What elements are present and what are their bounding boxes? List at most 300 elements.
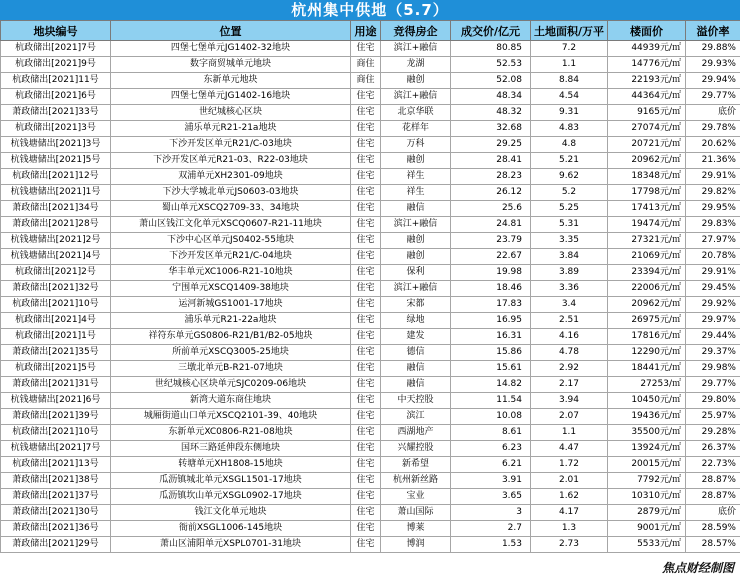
cell-premium: 29.83% <box>686 217 740 233</box>
header-usage: 用途 <box>351 21 381 41</box>
cell-location: 四堡七堡单元JG1402-16地块 <box>111 89 351 105</box>
cell-area: 1.72 <box>531 457 608 473</box>
table-row <box>1 537 740 553</box>
cell-usage: 住宅 <box>351 409 381 425</box>
cell-location: 双浦单元XH2301-09地块 <box>111 169 351 185</box>
cell-winner: 花样年 <box>381 121 451 137</box>
cell-price: 28.23 <box>451 169 531 185</box>
cell-area: 2.51 <box>531 313 608 329</box>
cell-area: 3.35 <box>531 233 608 249</box>
cell-area: 4.47 <box>531 441 608 457</box>
cell-price: 26.12 <box>451 185 531 201</box>
cell-plot-id: 萧政储出[2021]35号 <box>1 345 111 361</box>
cell-usage: 住宅 <box>351 233 381 249</box>
cell-winner: 滨江+融信 <box>381 217 451 233</box>
cell-floor-price: 9165元/㎡ <box>608 105 686 121</box>
cell-location: 下沙开发区单元R21-03、R22-03地块 <box>111 153 351 169</box>
cell-location: 蜀山单元XSCQ2709-33、34地块 <box>111 201 351 217</box>
cell-location: 下沙开发区单元R21/C-04地块 <box>111 249 351 265</box>
table-row <box>1 313 740 329</box>
table-row <box>1 345 740 361</box>
cell-location: 下沙大学城北单元JS0603-03地块 <box>111 185 351 201</box>
cell-price: 3 <box>451 505 531 521</box>
cell-price: 52.08 <box>451 73 531 89</box>
cell-premium: 29.45% <box>686 281 740 297</box>
cell-area: 5.21 <box>531 153 608 169</box>
cell-premium: 29.44% <box>686 329 740 345</box>
cell-usage: 住宅 <box>351 457 381 473</box>
cell-usage: 商住 <box>351 57 381 73</box>
cell-price: 3.91 <box>451 473 531 489</box>
cell-usage: 商住 <box>351 73 381 89</box>
cell-winner: 融创 <box>381 153 451 169</box>
table-row <box>1 329 740 345</box>
cell-location: 世纪城核心区块 <box>111 105 351 121</box>
table-row <box>1 121 740 137</box>
cell-winner: 融创 <box>381 73 451 89</box>
cell-usage: 住宅 <box>351 393 381 409</box>
cell-plot-id: 杭钱塘储出[2021]5号 <box>1 153 111 169</box>
cell-price: 15.61 <box>451 361 531 377</box>
cell-floor-price: 9001元/㎡ <box>608 521 686 537</box>
cell-area: 4.78 <box>531 345 608 361</box>
table-row <box>1 281 740 297</box>
cell-location: 下沙开发区单元R21/C-03地块 <box>111 137 351 153</box>
cell-premium: 28.87% <box>686 473 740 489</box>
cell-floor-price: 27321元/㎡ <box>608 233 686 249</box>
cell-price: 3.65 <box>451 489 531 505</box>
table-row <box>1 89 740 105</box>
cell-premium: 29.93% <box>686 57 740 73</box>
cell-plot-id: 萧政储出[2021]34号 <box>1 201 111 217</box>
cell-plot-id: 杭钱塘储出[2021]1号 <box>1 185 111 201</box>
cell-premium: 29.94% <box>686 73 740 89</box>
cell-usage: 住宅 <box>351 537 381 553</box>
cell-winner: 融创 <box>381 233 451 249</box>
cell-usage: 住宅 <box>351 377 381 393</box>
cell-plot-id: 杭钱塘储出[2021]4号 <box>1 249 111 265</box>
cell-usage: 住宅 <box>351 489 381 505</box>
cell-price: 16.95 <box>451 313 531 329</box>
cell-area: 1.62 <box>531 489 608 505</box>
cell-winner: 融信 <box>381 361 451 377</box>
cell-winner: 融创 <box>381 249 451 265</box>
cell-floor-price: 17798元/㎡ <box>608 185 686 201</box>
cell-price: 28.41 <box>451 153 531 169</box>
cell-usage: 住宅 <box>351 249 381 265</box>
cell-usage: 住宅 <box>351 185 381 201</box>
cell-area: 4.54 <box>531 89 608 105</box>
header-price: 成交价/亿元 <box>451 21 531 41</box>
cell-location: 所前单元XSCQ3005-25地块 <box>111 345 351 361</box>
cell-area: 3.36 <box>531 281 608 297</box>
cell-winner: 祥生 <box>381 185 451 201</box>
cell-usage: 住宅 <box>351 265 381 281</box>
cell-premium: 29.92% <box>686 297 740 313</box>
cell-plot-id: 萧政储出[2021]30号 <box>1 505 111 521</box>
cell-usage: 住宅 <box>351 313 381 329</box>
cell-area: 4.83 <box>531 121 608 137</box>
cell-price: 8.61 <box>451 425 531 441</box>
cell-floor-price: 13924元/㎡ <box>608 441 686 457</box>
cell-location: 城厢街道山口单元XSCQ2101-39、40地块 <box>111 409 351 425</box>
table-row <box>1 457 740 473</box>
cell-premium: 29.80% <box>686 393 740 409</box>
cell-plot-id: 杭钱塘储出[2021]2号 <box>1 233 111 249</box>
cell-usage: 住宅 <box>351 329 381 345</box>
cell-winner: 宝业 <box>381 489 451 505</box>
cell-usage: 住宅 <box>351 473 381 489</box>
cell-floor-price: 14776元/㎡ <box>608 57 686 73</box>
cell-plot-id: 杭政储出[2021]10号 <box>1 297 111 313</box>
cell-winner: 滨江+融信 <box>381 41 451 57</box>
cell-plot-id: 杭政储出[2021]11号 <box>1 73 111 89</box>
cell-plot-id: 杭政储出[2021]3号 <box>1 121 111 137</box>
table-row <box>1 505 740 521</box>
cell-floor-price: 22193元/㎡ <box>608 73 686 89</box>
cell-usage: 住宅 <box>351 169 381 185</box>
cell-winner: 杭州新丝路 <box>381 473 451 489</box>
cell-premium: 27.97% <box>686 233 740 249</box>
cell-floor-price: 17816元/㎡ <box>608 329 686 345</box>
cell-price: 52.53 <box>451 57 531 73</box>
cell-winner: 龙湖 <box>381 57 451 73</box>
cell-winner: 新希望 <box>381 457 451 473</box>
cell-winner: 博莱 <box>381 521 451 537</box>
cell-premium: 28.59% <box>686 521 740 537</box>
cell-winner: 兴耀控股 <box>381 441 451 457</box>
cell-location: 浦乐单元R21-22a地块 <box>111 313 351 329</box>
cell-price: 11.54 <box>451 393 531 409</box>
cell-price: 2.7 <box>451 521 531 537</box>
cell-floor-price: 26975元/㎡ <box>608 313 686 329</box>
cell-winner: 祥生 <box>381 169 451 185</box>
cell-location: 四堡七堡单元JG1402-32地块 <box>111 41 351 57</box>
cell-plot-id: 杭钱塘储出[2021]3号 <box>1 137 111 153</box>
cell-winner: 融信 <box>381 377 451 393</box>
table-row <box>1 361 740 377</box>
cell-area: 2.07 <box>531 409 608 425</box>
cell-premium: 29.91% <box>686 265 740 281</box>
header-plot-id: 地块编号 <box>1 21 111 41</box>
cell-price: 1.53 <box>451 537 531 553</box>
table-row <box>1 169 740 185</box>
cell-floor-price: 10450元/㎡ <box>608 393 686 409</box>
cell-floor-price: 20721元/㎡ <box>608 137 686 153</box>
cell-plot-id: 萧政储出[2021]36号 <box>1 521 111 537</box>
cell-premium: 25.97% <box>686 409 740 425</box>
cell-price: 22.67 <box>451 249 531 265</box>
header-floor-price: 楼面价 <box>608 21 686 41</box>
cell-floor-price: 17413元/㎡ <box>608 201 686 217</box>
cell-area: 9.62 <box>531 169 608 185</box>
cell-floor-price: 44364元/㎡ <box>608 89 686 105</box>
header-winner: 竞得房企 <box>381 21 451 41</box>
cell-location: 东新单元地块 <box>111 73 351 89</box>
cell-location: 运河新城GS1001-17地块 <box>111 297 351 313</box>
cell-location: 祥符东单元GS0806-R21/B1/B2-05地块 <box>111 329 351 345</box>
cell-price: 19.98 <box>451 265 531 281</box>
cell-winner: 建发 <box>381 329 451 345</box>
cell-area: 3.4 <box>531 297 608 313</box>
cell-area: 4.17 <box>531 505 608 521</box>
cell-area: 5.2 <box>531 185 608 201</box>
cell-area: 5.31 <box>531 217 608 233</box>
cell-winner: 萧山国际 <box>381 505 451 521</box>
cell-area: 5.25 <box>531 201 608 217</box>
cell-floor-price: 5533元/㎡ <box>608 537 686 553</box>
cell-plot-id: 杭政储出[2021]6号 <box>1 89 111 105</box>
cell-usage: 住宅 <box>351 361 381 377</box>
cell-winner: 北京华联 <box>381 105 451 121</box>
cell-location: 东新单元XC0806-R21-08地块 <box>111 425 351 441</box>
cell-price: 15.86 <box>451 345 531 361</box>
cell-floor-price: 10310元/㎡ <box>608 489 686 505</box>
cell-location: 转塘单元XH1808-15地块 <box>111 457 351 473</box>
table-row <box>1 393 740 409</box>
cell-plot-id: 杭政储出[2021]4号 <box>1 313 111 329</box>
cell-usage: 住宅 <box>351 105 381 121</box>
cell-usage: 住宅 <box>351 521 381 537</box>
cell-winner: 宋都 <box>381 297 451 313</box>
cell-usage: 住宅 <box>351 505 381 521</box>
cell-plot-id: 杭政储出[2021]2号 <box>1 265 111 281</box>
cell-floor-price: 12290元/㎡ <box>608 345 686 361</box>
cell-area: 7.2 <box>531 41 608 57</box>
cell-floor-price: 18348元/㎡ <box>608 169 686 185</box>
cell-plot-id: 萧政储出[2021]29号 <box>1 537 111 553</box>
cell-usage: 住宅 <box>351 345 381 361</box>
cell-usage: 住宅 <box>351 137 381 153</box>
table-row <box>1 185 740 201</box>
table-row <box>1 441 740 457</box>
cell-plot-id: 萧政储出[2021]37号 <box>1 489 111 505</box>
cell-area: 3.89 <box>531 265 608 281</box>
cell-winner: 滨江 <box>381 409 451 425</box>
table-row <box>1 521 740 537</box>
cell-area: 9.31 <box>531 105 608 121</box>
cell-premium: 29.91% <box>686 169 740 185</box>
cell-price: 16.31 <box>451 329 531 345</box>
cell-location: 瓜沥镇城北单元XSGL1501-17地块 <box>111 473 351 489</box>
cell-winner: 西湖地产 <box>381 425 451 441</box>
cell-premium: 29.95% <box>686 201 740 217</box>
cell-premium: 29.88% <box>686 41 740 57</box>
cell-premium: 29.78% <box>686 121 740 137</box>
cell-floor-price: 23394元/㎡ <box>608 265 686 281</box>
land-auction-table <box>0 20 740 553</box>
cell-winner: 融信 <box>381 201 451 217</box>
table-row <box>1 233 740 249</box>
cell-area: 1.3 <box>531 521 608 537</box>
cell-floor-price: 44939元/㎡ <box>608 41 686 57</box>
cell-plot-id: 萧政储出[2021]31号 <box>1 377 111 393</box>
cell-usage: 住宅 <box>351 297 381 313</box>
cell-premium: 29.37% <box>686 345 740 361</box>
cell-premium: 底价 <box>686 105 740 121</box>
cell-price: 23.79 <box>451 233 531 249</box>
cell-location: 三墩北单元B-R21-07地块 <box>111 361 351 377</box>
cell-premium: 29.77% <box>686 89 740 105</box>
cell-price: 17.83 <box>451 297 531 313</box>
cell-location: 浦乐单元R21-21a地块 <box>111 121 351 137</box>
cell-price: 29.25 <box>451 137 531 153</box>
cell-price: 25.6 <box>451 201 531 217</box>
cell-area: 2.17 <box>531 377 608 393</box>
cell-premium: 29.28% <box>686 425 740 441</box>
table-row <box>1 153 740 169</box>
cell-area: 4.8 <box>531 137 608 153</box>
cell-location: 衙前XSGL1006-145地块 <box>111 521 351 537</box>
cell-location: 钱江文化单元地块 <box>111 505 351 521</box>
cell-area: 1.1 <box>531 425 608 441</box>
cell-usage: 住宅 <box>351 425 381 441</box>
cell-premium: 29.82% <box>686 185 740 201</box>
cell-usage: 住宅 <box>351 217 381 233</box>
cell-premium: 28.57% <box>686 537 740 553</box>
cell-plot-id: 杭钱塘储出[2021]7号 <box>1 441 111 457</box>
cell-winner: 保利 <box>381 265 451 281</box>
cell-location: 数字商贸城单元地块 <box>111 57 351 73</box>
cell-winner: 中天控股 <box>381 393 451 409</box>
table-row <box>1 249 740 265</box>
cell-plot-id: 杭政储出[2021]1号 <box>1 329 111 345</box>
cell-floor-price: 19436元/㎡ <box>608 409 686 425</box>
cell-floor-price: 35500元/㎡ <box>608 425 686 441</box>
table-row <box>1 105 740 121</box>
cell-price: 6.23 <box>451 441 531 457</box>
cell-plot-id: 萧政储出[2021]33号 <box>1 105 111 121</box>
cell-location: 萧山区钱江文化单元XSCQ0607-R21-11地块 <box>111 217 351 233</box>
cell-usage: 住宅 <box>351 121 381 137</box>
cell-floor-price: 21069元/㎡ <box>608 249 686 265</box>
table-row <box>1 377 740 393</box>
cell-area: 3.94 <box>531 393 608 409</box>
cell-price: 48.32 <box>451 105 531 121</box>
cell-winner: 德信 <box>381 345 451 361</box>
table-row <box>1 201 740 217</box>
cell-floor-price: 19474元/㎡ <box>608 217 686 233</box>
cell-floor-price: 2879元/㎡ <box>608 505 686 521</box>
cell-plot-id: 杭政储出[2021]7号 <box>1 41 111 57</box>
cell-usage: 住宅 <box>351 153 381 169</box>
cell-location: 新湾大道东商住地块 <box>111 393 351 409</box>
cell-premium: 29.98% <box>686 361 740 377</box>
cell-premium: 20.78% <box>686 249 740 265</box>
cell-price: 14.82 <box>451 377 531 393</box>
cell-area: 8.84 <box>531 73 608 89</box>
page-title: 杭州集中供地（5.7） <box>0 0 740 20</box>
cell-location: 华丰单元XC1006-R21-10地块 <box>111 265 351 281</box>
cell-usage: 住宅 <box>351 441 381 457</box>
cell-usage: 住宅 <box>351 281 381 297</box>
cell-price: 24.81 <box>451 217 531 233</box>
cell-floor-price: 22006元/㎡ <box>608 281 686 297</box>
cell-premium: 底价 <box>686 505 740 521</box>
cell-area: 2.73 <box>531 537 608 553</box>
cell-price: 6.21 <box>451 457 531 473</box>
cell-floor-price: 20962元/㎡ <box>608 297 686 313</box>
table-row <box>1 473 740 489</box>
cell-plot-id: 杭政储出[2021]5号 <box>1 361 111 377</box>
table-row <box>1 73 740 89</box>
table-row <box>1 489 740 505</box>
cell-floor-price: 27074元/㎡ <box>608 121 686 137</box>
cell-plot-id: 萧政储出[2021]32号 <box>1 281 111 297</box>
cell-plot-id: 杭钱塘储出[2021]6号 <box>1 393 111 409</box>
cell-premium: 20.62% <box>686 137 740 153</box>
cell-plot-id: 萧政储出[2021]39号 <box>1 409 111 425</box>
cell-premium: 26.37% <box>686 441 740 457</box>
cell-winner: 博润 <box>381 537 451 553</box>
cell-area: 4.16 <box>531 329 608 345</box>
table-row <box>1 137 740 153</box>
header-area: 土地面积/万平 <box>531 21 608 41</box>
cell-plot-id: 萧政储出[2021]38号 <box>1 473 111 489</box>
cell-area: 2.92 <box>531 361 608 377</box>
cell-floor-price: 27253/㎡ <box>608 377 686 393</box>
cell-premium: 21.36% <box>686 153 740 169</box>
cell-price: 10.08 <box>451 409 531 425</box>
cell-location: 宁围单元XSCQ1409-38地块 <box>111 281 351 297</box>
cell-premium: 22.73% <box>686 457 740 473</box>
table-row <box>1 425 740 441</box>
cell-winner: 滨江+融信 <box>381 281 451 297</box>
cell-area: 1.1 <box>531 57 608 73</box>
cell-floor-price: 18441元/㎡ <box>608 361 686 377</box>
table-body <box>1 41 740 553</box>
table-row <box>1 41 740 57</box>
cell-price: 18.46 <box>451 281 531 297</box>
header-premium: 溢价率 <box>686 21 740 41</box>
cell-location: 瓜沥镇坎山单元XSGL0902-17地块 <box>111 489 351 505</box>
cell-usage: 住宅 <box>351 201 381 217</box>
table-row <box>1 297 740 313</box>
cell-plot-id: 萧政储出[2021]28号 <box>1 217 111 233</box>
cell-price: 48.34 <box>451 89 531 105</box>
cell-price: 80.85 <box>451 41 531 57</box>
cell-location: 下沙中心区单元JS0402-55地块 <box>111 233 351 249</box>
cell-area: 2.01 <box>531 473 608 489</box>
cell-usage: 住宅 <box>351 41 381 57</box>
cell-plot-id: 杭政储出[2021]10号 <box>1 425 111 441</box>
cell-usage: 住宅 <box>351 89 381 105</box>
table-row <box>1 409 740 425</box>
header-location: 位置 <box>111 21 351 41</box>
cell-location: 世纪城核心区块单元SJC0209-06地块 <box>111 377 351 393</box>
cell-winner: 万科 <box>381 137 451 153</box>
table-row <box>1 265 740 281</box>
cell-premium: 28.87% <box>686 489 740 505</box>
cell-winner: 滨江+融信 <box>381 89 451 105</box>
cell-plot-id: 杭政储出[2021]13号 <box>1 457 111 473</box>
cell-plot-id: 杭政储出[2021]9号 <box>1 57 111 73</box>
cell-winner: 绿地 <box>381 313 451 329</box>
cell-location: 萧山区浦阳单元XSPL0701-31地块 <box>111 537 351 553</box>
cell-floor-price: 7792元/㎡ <box>608 473 686 489</box>
table-row <box>1 57 740 73</box>
cell-premium: 29.77% <box>686 377 740 393</box>
cell-location: 国环三路延伸段东侧地块 <box>111 441 351 457</box>
source-credit: 焦点财经制图 <box>661 561 734 575</box>
cell-price: 32.68 <box>451 121 531 137</box>
cell-premium: 29.97% <box>686 313 740 329</box>
cell-area: 3.84 <box>531 249 608 265</box>
header-row <box>1 21 740 41</box>
table-row <box>1 217 740 233</box>
cell-floor-price: 20962元/㎡ <box>608 153 686 169</box>
cell-floor-price: 20015元/㎡ <box>608 457 686 473</box>
